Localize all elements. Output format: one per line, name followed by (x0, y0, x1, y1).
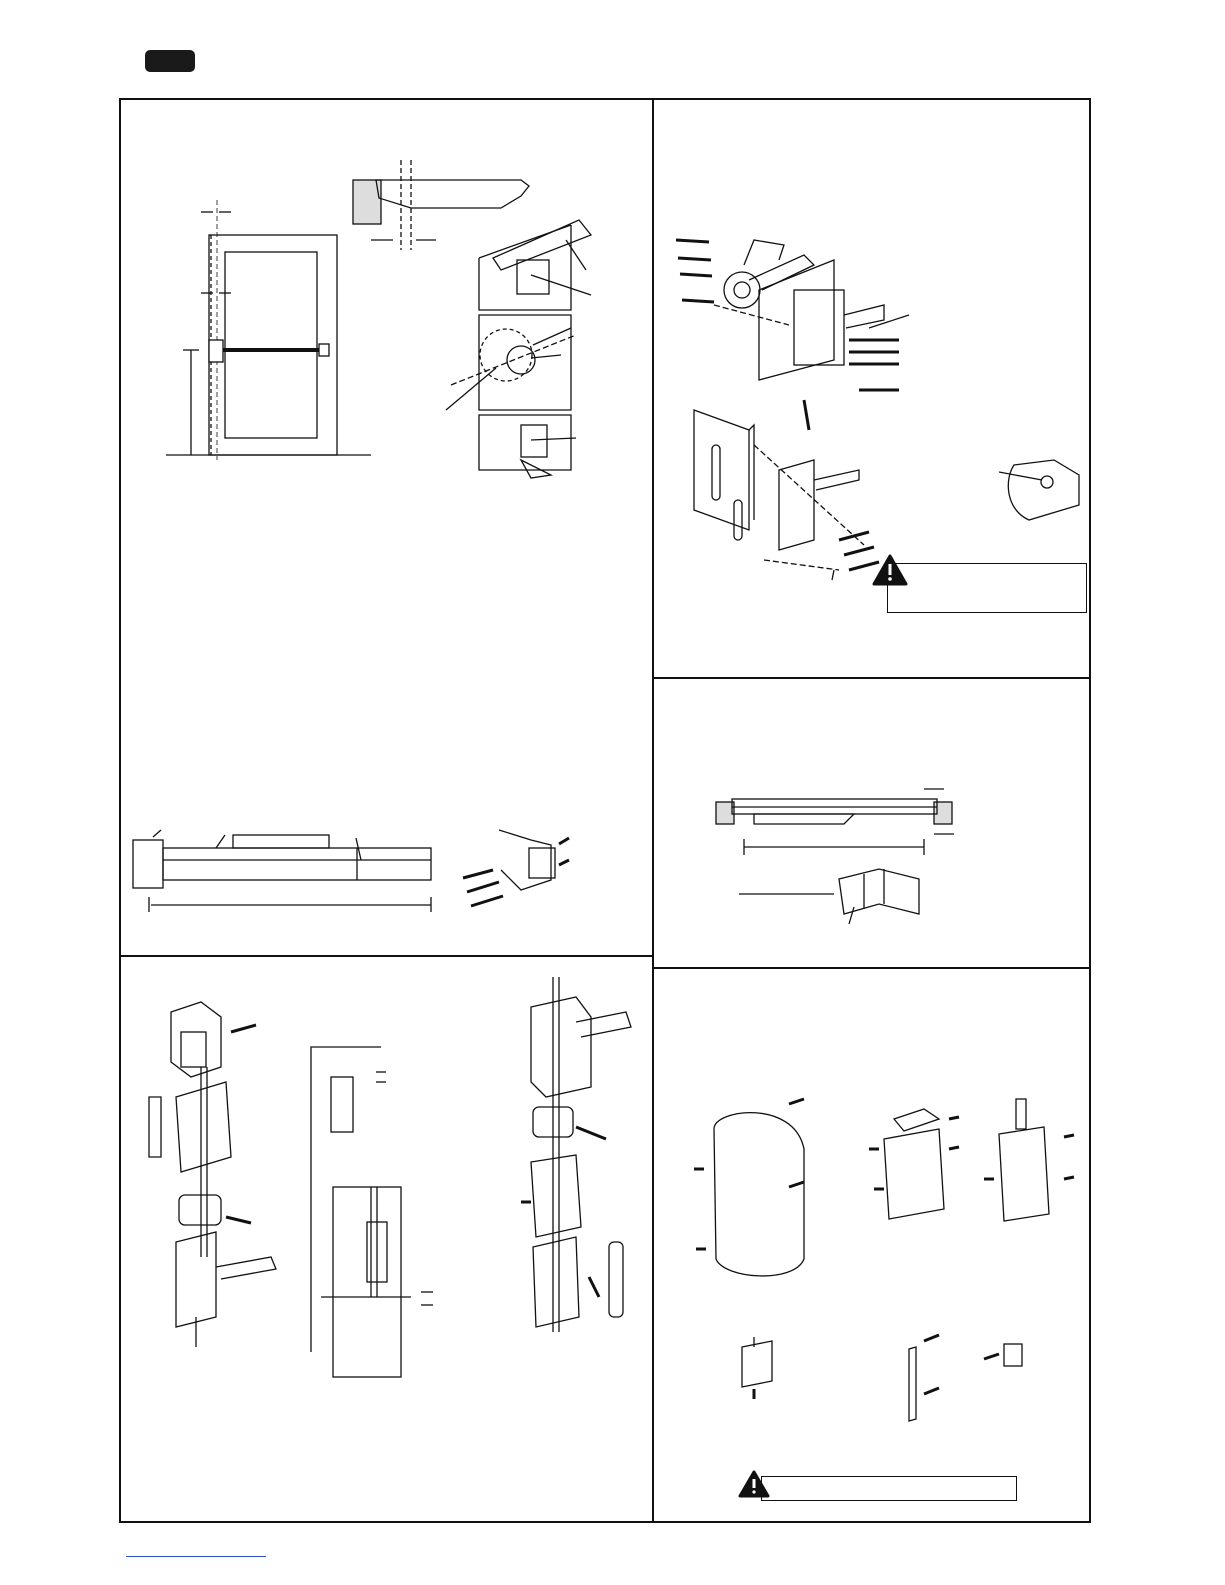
latch-head (209, 340, 223, 362)
medium-cover (884, 1129, 944, 1219)
small-bracket-b (1004, 1344, 1022, 1366)
large-cover (714, 1113, 804, 1276)
footer-link[interactable] (126, 1556, 266, 1557)
header-badge (145, 50, 195, 72)
door-glass-panel (225, 252, 317, 438)
small-bracket-a (742, 1337, 772, 1387)
door-outline (209, 235, 337, 455)
strike-adjust-diagram (654, 679, 1091, 967)
door-layout-diagram (121, 100, 652, 955)
bar-mounting-bracket (133, 840, 163, 888)
panel-strike-adjust (654, 679, 1091, 967)
warning-latch (887, 563, 1087, 613)
end-cap (319, 344, 329, 356)
push-bar-body (163, 848, 431, 880)
warning-covers (761, 1476, 1017, 1501)
vertical-rods-diagram (121, 957, 652, 1522)
warning-triangle-icon (738, 1470, 772, 1500)
panel-door-layout (121, 100, 652, 955)
small-cover (999, 1127, 1049, 1221)
panel-covers-and-brackets (654, 969, 1091, 1522)
panel-vertical-rods (121, 957, 652, 1522)
covers-and-brackets-diagram (654, 969, 1091, 1522)
panel-latch-install (654, 100, 1091, 677)
strike-plate (909, 1347, 916, 1421)
warning-triangle-icon (872, 554, 912, 590)
